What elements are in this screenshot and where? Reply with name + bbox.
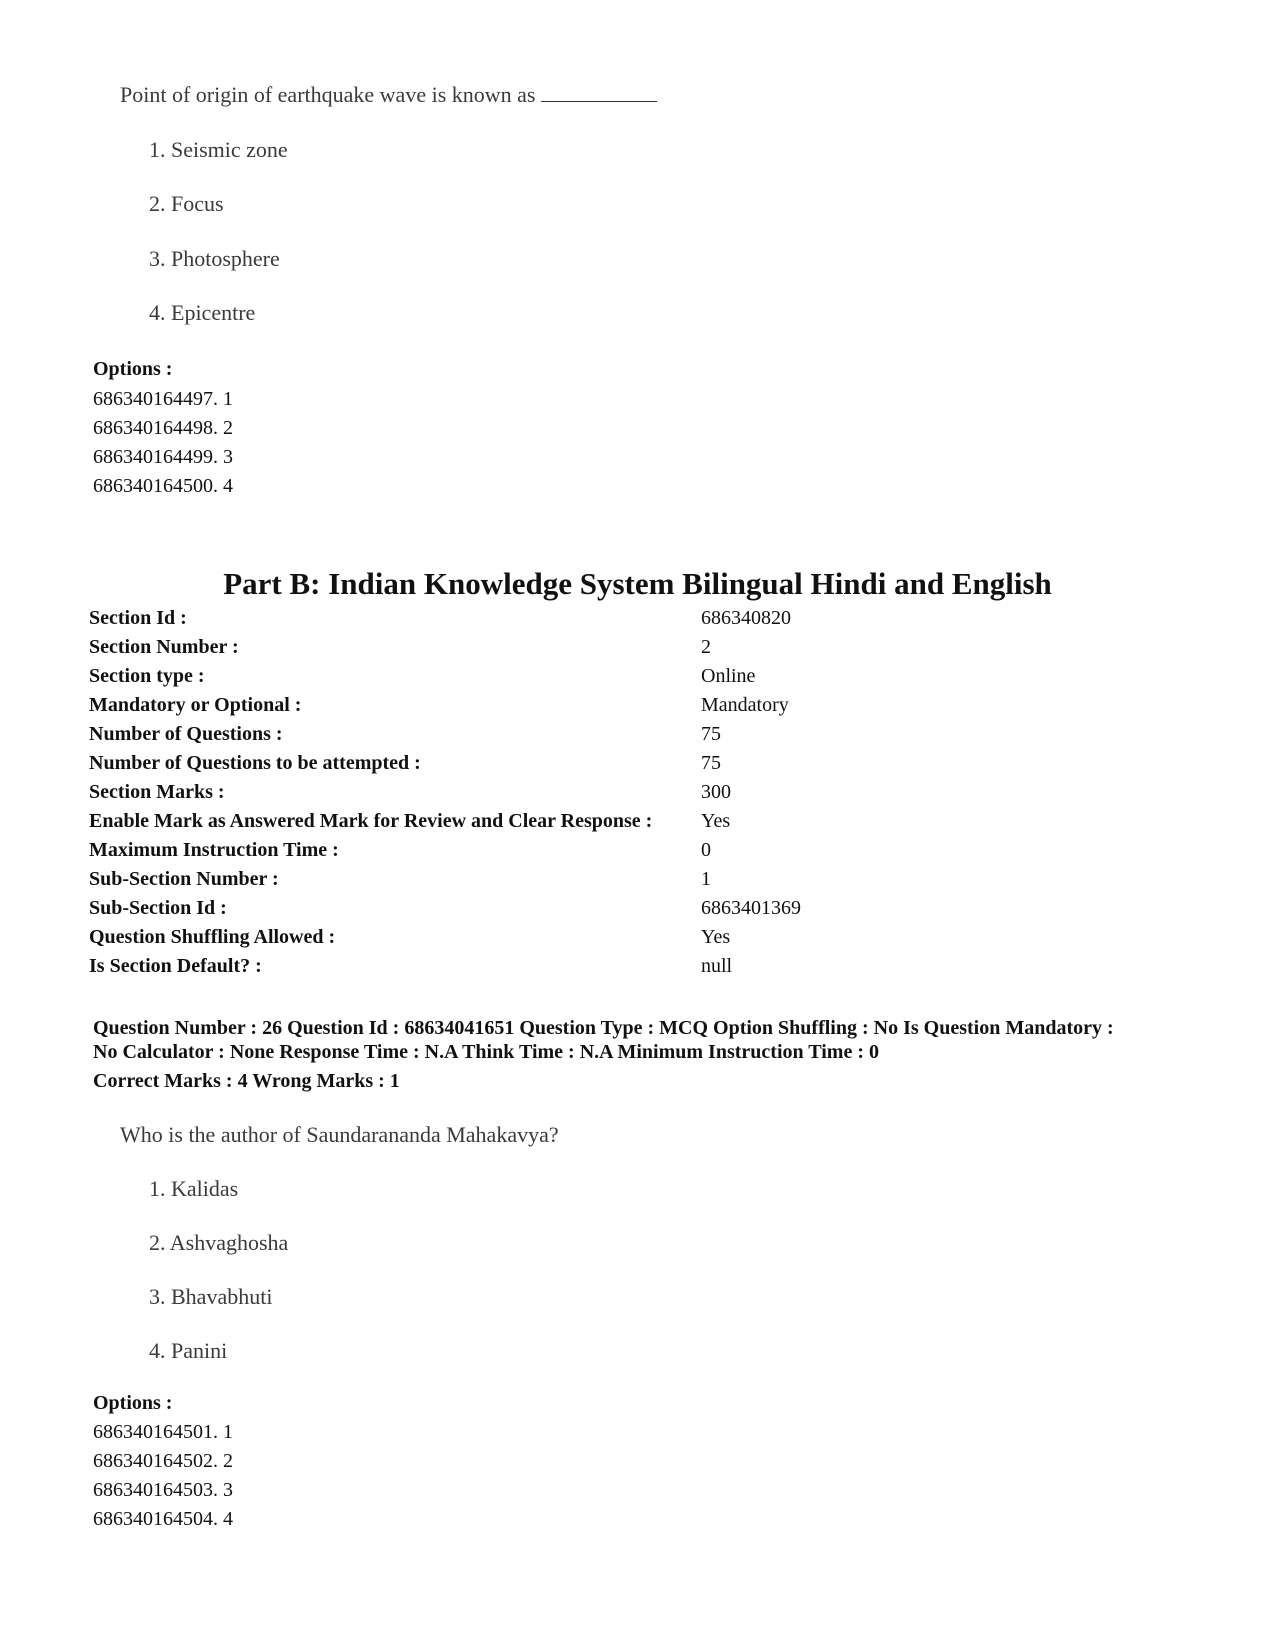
- answer-blank: [541, 83, 657, 102]
- option-id-4: 686340164500. 4: [93, 475, 233, 497]
- field-value-sub-section-id: 6863401369: [701, 897, 801, 919]
- field-value-section-type: Online: [701, 665, 756, 687]
- question-meta-line-3: Correct Marks : 4 Wrong Marks : 1: [93, 1070, 400, 1092]
- choice-2: 2. Focus: [149, 191, 224, 216]
- option-id-1: 686340164497. 1: [93, 388, 233, 410]
- field-value-question-shuffling: Yes: [701, 926, 731, 948]
- field-label-section-default: Is Section Default? :: [89, 955, 262, 977]
- choice-2: 2. Ashvaghosha: [149, 1230, 289, 1255]
- question-text: Who is the author of Saundarananda Mahakavya?: [120, 1122, 559, 1147]
- field-value-enable-mark: Yes: [701, 810, 731, 832]
- field-label-section-type: Section type :: [89, 665, 205, 687]
- field-label-question-shuffling: Question Shuffling Allowed :: [89, 926, 336, 948]
- field-value-section-marks: 300: [701, 781, 731, 803]
- field-label-section-marks: Section Marks :: [89, 781, 225, 803]
- question-meta-line-2: No Calculator : None Response Time : N.A Think Time : N.A Minimum Instruction Time : 0: [93, 1041, 879, 1063]
- choice-1: 1. Seismic zone: [149, 137, 288, 162]
- field-label-sub-section-id: Sub-Section Id :: [89, 897, 227, 919]
- question-text: Point of origin of earthquake wave is known as: [120, 82, 657, 108]
- choice-4: 4. Panini: [149, 1338, 228, 1363]
- field-label-max-instruction-time: Maximum Instruction Time :: [89, 839, 339, 861]
- field-label-sub-section-number: Sub-Section Number :: [89, 868, 279, 890]
- field-label-section-id: Section Id :: [89, 607, 187, 629]
- choice-4: 4. Epicentre: [149, 300, 256, 325]
- field-label-number-of-questions: Number of Questions :: [89, 723, 283, 745]
- field-value-questions-attempted: 75: [701, 752, 721, 774]
- option-id-4: 686340164504. 4: [93, 1508, 233, 1530]
- field-value-section-number: 2: [701, 636, 711, 658]
- field-value-sub-section-number: 1: [701, 868, 711, 890]
- options-heading: Options :: [93, 358, 173, 380]
- option-id-3: 686340164503. 3: [93, 1479, 233, 1501]
- field-value-section-default: null: [701, 955, 733, 977]
- part-title: Part B: Indian Knowledge System Bilingual Hindi and English: [223, 566, 1052, 601]
- option-id-2: 686340164498. 2: [93, 417, 233, 439]
- field-value-max-instruction-time: 0: [701, 839, 711, 861]
- field-label-section-number: Section Number :: [89, 636, 239, 658]
- choice-1: 1. Kalidas: [149, 1176, 239, 1201]
- field-label-questions-attempted: Number of Questions to be attempted :: [89, 752, 421, 774]
- option-id-2: 686340164502. 2: [93, 1450, 233, 1472]
- question-meta-line-1: Question Number : 26 Question Id : 68634041651 Question Type : MCQ Option Shuffling : No Is Question Mandatory :: [93, 1017, 1114, 1039]
- field-label-enable-mark: Enable Mark as Answered Mark for Review and Clear Response :: [89, 810, 653, 832]
- field-label-mandatory: Mandatory or Optional :: [89, 694, 302, 716]
- option-id-1: 686340164501. 1: [93, 1421, 233, 1443]
- field-value-number-of-questions: 75: [701, 723, 721, 745]
- options-heading: Options :: [93, 1392, 173, 1414]
- field-value-mandatory: Mandatory: [701, 694, 789, 716]
- choice-3: 3. Photosphere: [149, 246, 280, 271]
- option-id-3: 686340164499. 3: [93, 446, 233, 468]
- choice-3: 3. Bhavabhuti: [149, 1284, 273, 1309]
- field-value-section-id: 686340820: [701, 607, 791, 629]
